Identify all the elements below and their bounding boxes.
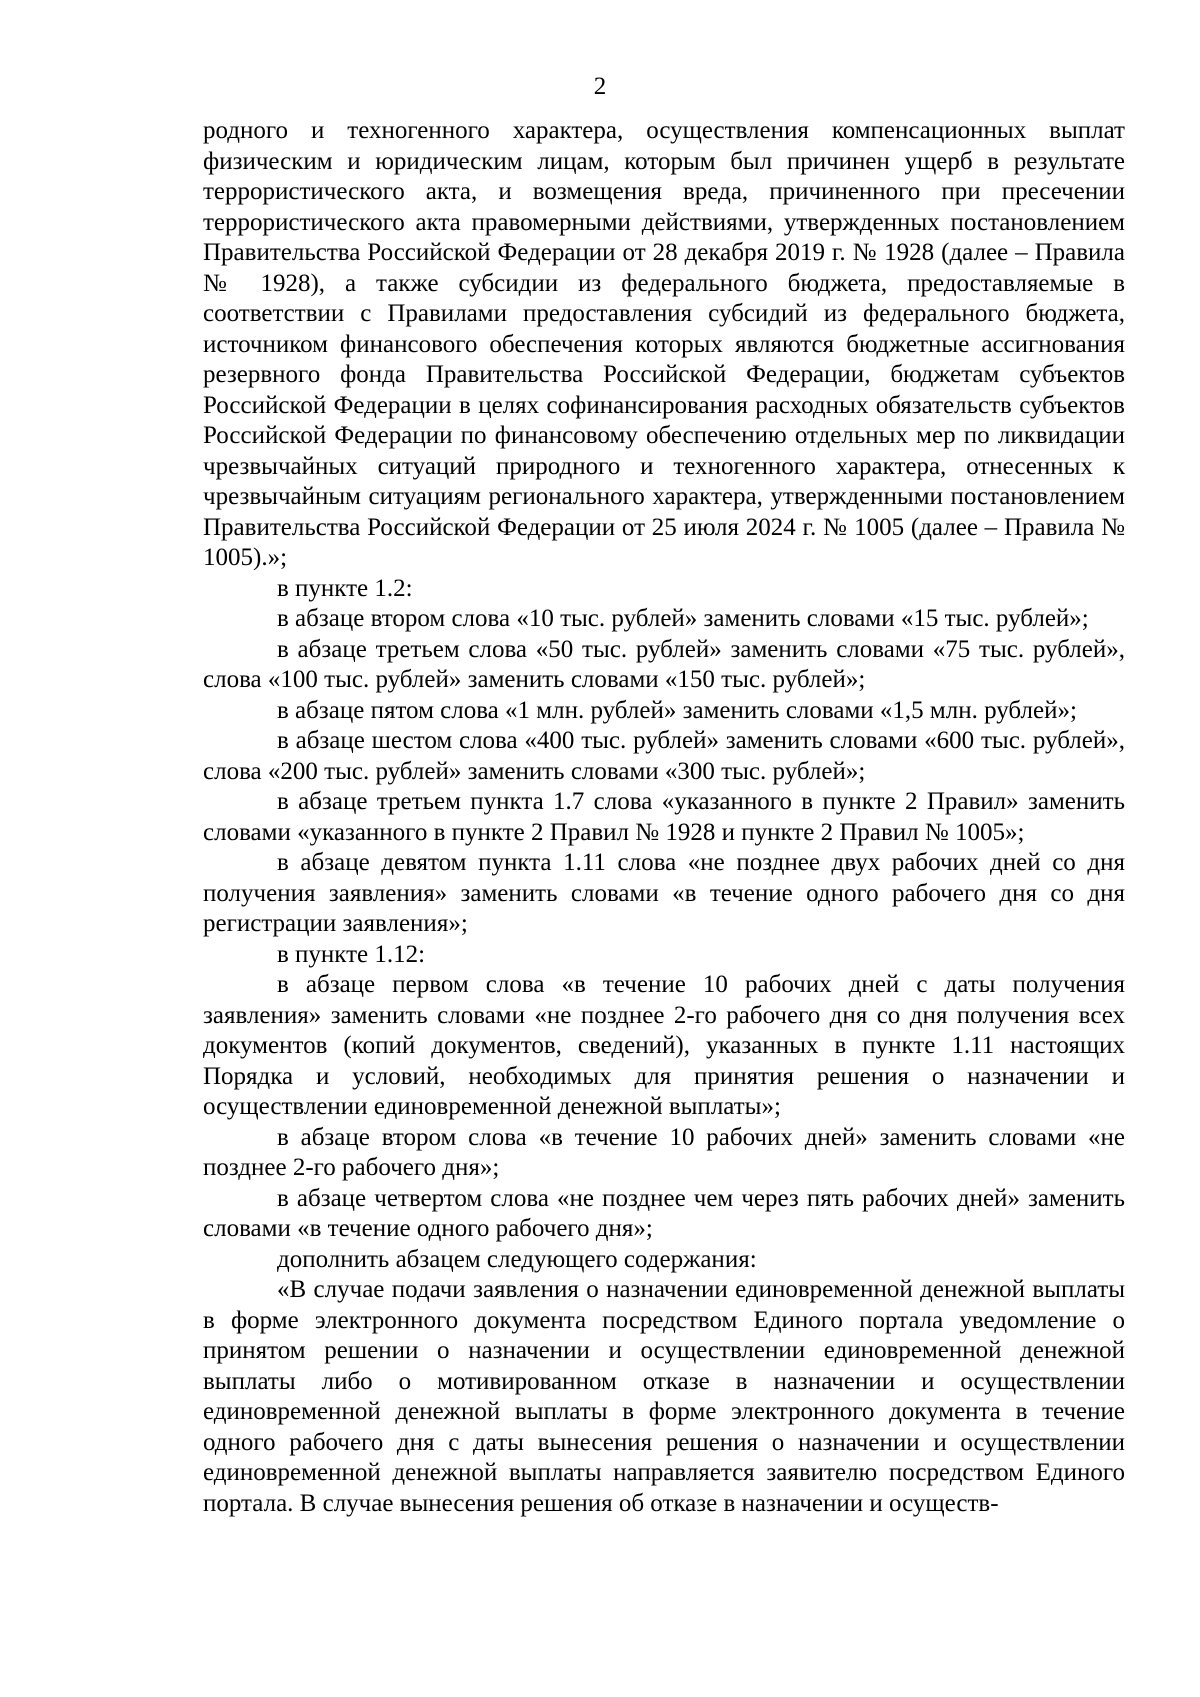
paragraph-add-abzac: дополнить абзацем следующего содержания: [277,1245,757,1273]
page-number: 2 [593,73,607,100]
paragraph-amend-fifth-abzac: в абзаце пятом слова «1 млн. рублей» заменить словами «1,5 млн. рублей»; [277,696,1077,724]
paragraph-amend-second-abzac: в абзаце втором слова «10 тыс. рублей» заменить словами «15 тыс. рублей»; [277,605,1089,632]
paragraph-amend-item-1-11: в абзаце девятом пункта 1.11 слова «не позднее двух рабочих дней со дня получения заявления» заменить словами «в течение одного рабочего дня со дня регистрации заявления»; [203,849,1125,937]
document-body [203,116,1125,1519]
paragraph-continuation: родного и техногенного характера, осуществления компенсационных выплат физическим и юридическим лицам, которым был причинен ущерб в результате террористического акта, и возмещения вреда, причиненного при пресечении террористического акта правомерными действиями, утвержденных постановлением Правительства Российской Федерации от 28 декабря 2019 г. № 1928 (далее – Правила № 1928), а также субсидии из федерального бюджета, предоставляемые в соответствии с Правилами предоставления субсидий из федерального бюджета, источником финансового обеспечения которых являются бюджетные ассигнования резервного фонда Правительства Российской Федерации, бюджетам субъектов Российской Федерации в целях софинансирования расходных обязательств субъектов Российской Федерации по финансовому обеспечению отдельных мер по ликвидации чрезвычайных ситуаций природного и техногенного характера, отнесенных к чрезвычайным ситуациям регионального характера, утвержденными постановлением Правительства Российской Федерации от 25 июля 2024 г. № 1005 (далее – Правила № 1005).»; [203,117,1125,571]
paragraph-amend-item-1-7: в абзаце третьем пункта 1.7 слова «указанного в пункте 2 Правил» заменить словами «указанного в пункте 2 Правил № 1928 и пункте 2 Правил № 1005»; [203,788,1125,846]
paragraph-amend-sixth-abzac: в абзаце шестом слова «400 тыс. рублей» заменить словами «600 тыс. рублей», слова «200 тыс. рублей» заменить словами «300 тыс. рублей»; [203,727,1125,785]
paragraph-item-1-2-heading: в пункте 1.2: [277,574,413,602]
paragraph-item-1-12-heading: в пункте 1.12: [277,940,426,968]
paragraph-amend-first-abzac: в абзаце первом слова «в течение 10 рабочих дней с даты получения заявления» заменить словами «не позднее 2-го рабочего дня со дня получения всех документов (копий документов, сведений), указанных в пункте 1.11 настоящих Порядка и условий, необходимых для принятия решения о назначении и осуществлении единовременной денежной выплаты»; [203,971,1125,1120]
paragraph-amend-second-abzac-1-12: в абзаце втором слова «в течение 10 рабочих дней» заменить словами «не позднее 2-го рабочего дня»; [203,1123,1125,1181]
paragraph-amend-third-abzac: в абзаце третьем слова «50 тыс. рублей» заменить словами «75 тыс. рублей», слова «100 тыс. рублей» заменить словами «150 тыс. рублей»; [203,635,1125,693]
paragraph-amend-fourth-abzac: в абзаце четвертом слова «не позднее чем через пять рабочих дней» заменить словами «в течение одного рабочего дня»; [203,1184,1125,1242]
paragraph-new-abzac-text: «В случае подачи заявления о назначении единовременной денежной выплаты в форме электронного документа посредством Единого портала уведомление о принятом решении о назначении и осуществлении единовременной денежной выплаты либо о мотивированном отказе в назначении и осуществлении единовременной денежной выплаты в форме электронного документа в течение одного рабочего дня с даты вынесения решения о назначении и осуществлении единовременной денежной выплаты направляется заявителю посредством Единого портала. В случае вынесения решения об отказе в назначении и осуществ- [203,1276,1125,1517]
